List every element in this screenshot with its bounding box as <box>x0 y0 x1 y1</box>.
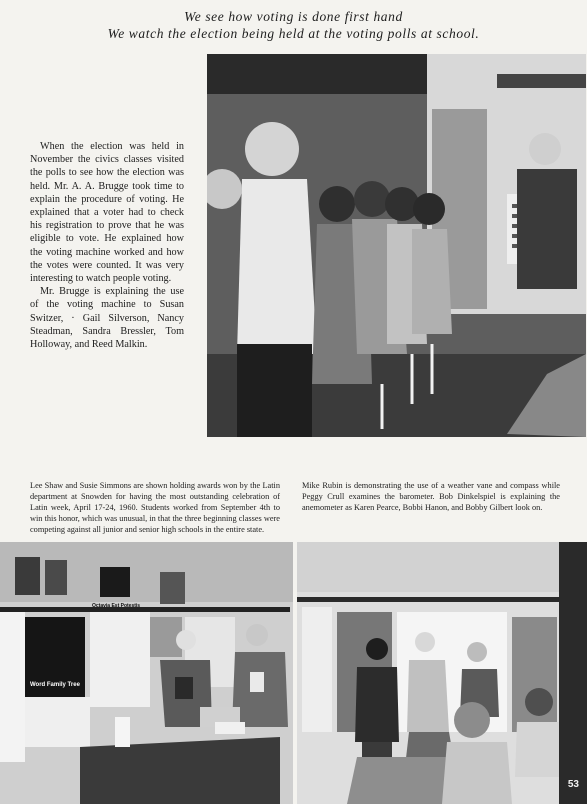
voting-machine-photo <box>207 54 586 437</box>
weather-instruments-photo <box>297 542 587 804</box>
page-headline <box>0 8 587 42</box>
page-number: 53 <box>567 779 579 790</box>
article-paragraph-1: When the election was held in November the civics classes visited the polls to see how the election was held. Mr. A. A. Brugge took time to explain the procedure of voting. He explained that a voter had to check his registration to prove that he was eligible to vote. He explained how the voting machine worked and how the votes were counted. It was very interesting to watch people voting. <box>30 141 184 285</box>
weather-instruments-caption: Mike Rubin is demonstrating the use of a weather vane and compass while Peggy Crull examines the barometer. Bob Dinkelspiel is explaining the anemometer as Karen Pearce, Bobbi Hanon, and Bobby Gilbert look on. <box>302 481 560 512</box>
word-family-tree-label: Word Family Tree <box>30 682 80 688</box>
headline-line-1: We see how voting is done first hand <box>184 9 403 24</box>
article-body <box>30 140 184 351</box>
latin-department-photo <box>0 542 293 804</box>
latin-award-caption: Lee Shaw and Susie Simmons are shown holding awards won by the Latin department at Snowden for having the most outstanding celebration of Latin week, April 17-24, 1960. Students worked from September 4th to win this honor, which was unusual, in that the three beginning classes were competing against all junior and senior high schools in the entire state. <box>30 481 280 534</box>
latin-banner: Octavia Est Potestis <box>92 603 141 609</box>
article-paragraph-2: Mr. Brugge is explaining the use of the voting machine to Susan Switzer, · Gail Silverson, Nancy Steadman, Sandra Bressler, Tom Holloway, and Reed Malkin. <box>30 286 184 351</box>
headline-line-2: We watch the election being held at the voting polls at school. <box>107 26 480 41</box>
